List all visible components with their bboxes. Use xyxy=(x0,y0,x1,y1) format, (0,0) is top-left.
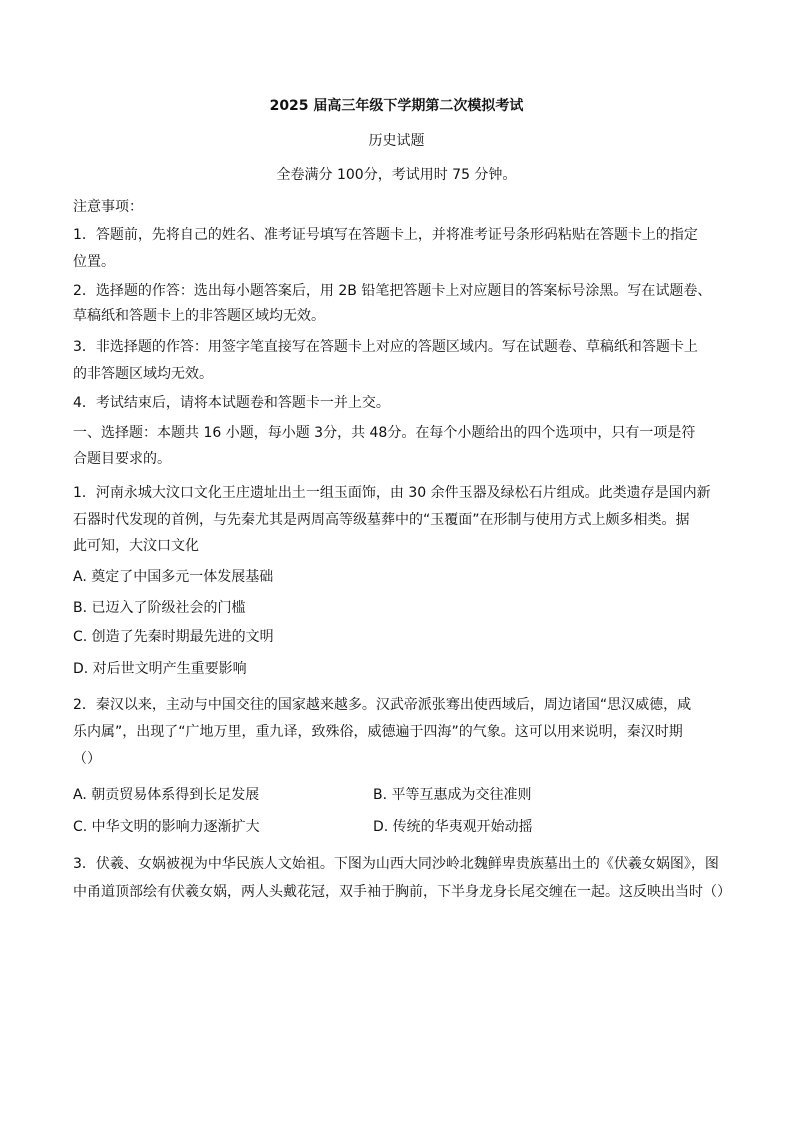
q2-option-b: B. 平等互惠成为交往准则 xyxy=(373,787,532,803)
note-1-line-1: 1．答题前，先将自己的姓名、准考证号填写在答题卡上，并将准考证号条形码粘贴在答题卡上的指定 xyxy=(73,227,698,243)
q2-option-c: C. 中华文明的影响力逐渐扩大 xyxy=(73,819,260,835)
q1-option-d: D. 对后世文明产生重要影响 xyxy=(73,661,247,677)
note-2-line-1: 2．选择题的作答：选出每小题答案后，用 2B 铅笔把答题卡上对应题目的答案标号涂黑。写在试题卷、 xyxy=(73,283,712,299)
q2-stem-line-3: （） xyxy=(73,751,101,767)
note-3-line-1: 3．非选择题的作答：用签字笔直接写在答题卡上对应的答题区域内。写在试题卷、草稿纸和答题卡上 xyxy=(73,339,698,355)
q1-option-a: A. 奠定了中国多元一体发展基础 xyxy=(73,569,274,585)
note-4: 4．考试结束后，请将本试题卷和答题卡一并上交。 xyxy=(73,395,390,411)
q3-stem-line-1: 3．伏羲、女娲被视为中华民族人文始祖。下图为山西大同沙岭北魏鲜卑贵族墓出土的《伏羲女娲图》，图 xyxy=(73,856,719,872)
section-1-title-line-2: 合题目要求的。 xyxy=(73,451,171,467)
note-1-line-2: 位置。 xyxy=(73,254,115,270)
q2-stem-line-1: 2．秦汉以来，主动与中国交往的国家越来越多。汉武帝派张骞出使西域后，周边诸国“思汉威德，咸 xyxy=(73,697,692,713)
exam-title: 2025 届高三年级下学期第二次模拟考试 xyxy=(269,98,524,114)
q1-option-c: C. 创造了先秦时期最先进的文明 xyxy=(73,629,274,645)
q1-stem-line-2: 石器时代发现的首例，与先秦尤其是两周高等级墓葬中的“玉覆面”在形制与使用方式上颇多相类。据 xyxy=(73,512,690,528)
q1-option-b: B. 已迈入了阶级社会的门槛 xyxy=(73,600,246,616)
subject-title: 历史试题 xyxy=(368,133,425,149)
notes-heading: 注意事项： xyxy=(73,199,143,215)
q3-stem-line-2: 中甬道顶部绘有伏羲女娲，两人头戴花冠，双手袖于胸前，下半身龙身长尾交缠在一起。这反映出当时（） xyxy=(73,884,731,900)
note-3-line-2: 的非答题区域均无效。 xyxy=(73,366,213,382)
note-2-line-2: 草稿纸和答题卡上的非答题区域均无效。 xyxy=(73,308,325,324)
q1-stem-line-3: 此可知，大汶口文化 xyxy=(73,538,199,554)
q1-stem-line-1: 1．河南永城大汶口文化王庄遗址出土一组玉面饰，由 30 余件玉器及绿松石片组成。此类遗存是国内新 xyxy=(73,485,711,501)
exam-info: 全卷满分 100分，考试用时 75 分钟。 xyxy=(276,167,517,183)
q2-option-a: A. 朝贡贸易体系得到长足发展 xyxy=(73,787,260,803)
q2-stem-line-2: 乐内属”，出现了“广地万里，重九译，致殊俗，威德遍于四海”的气象。这可以用来说明，秦汉时期 xyxy=(73,724,683,740)
section-1-title-line-1: 一、选择题：本题共 16 小题，每小题 3分，共 48分。在每个小题给出的四个选项中，只有一项是符 xyxy=(73,425,696,441)
q2-option-d: D. 传统的华夷观开始动摇 xyxy=(373,819,533,835)
